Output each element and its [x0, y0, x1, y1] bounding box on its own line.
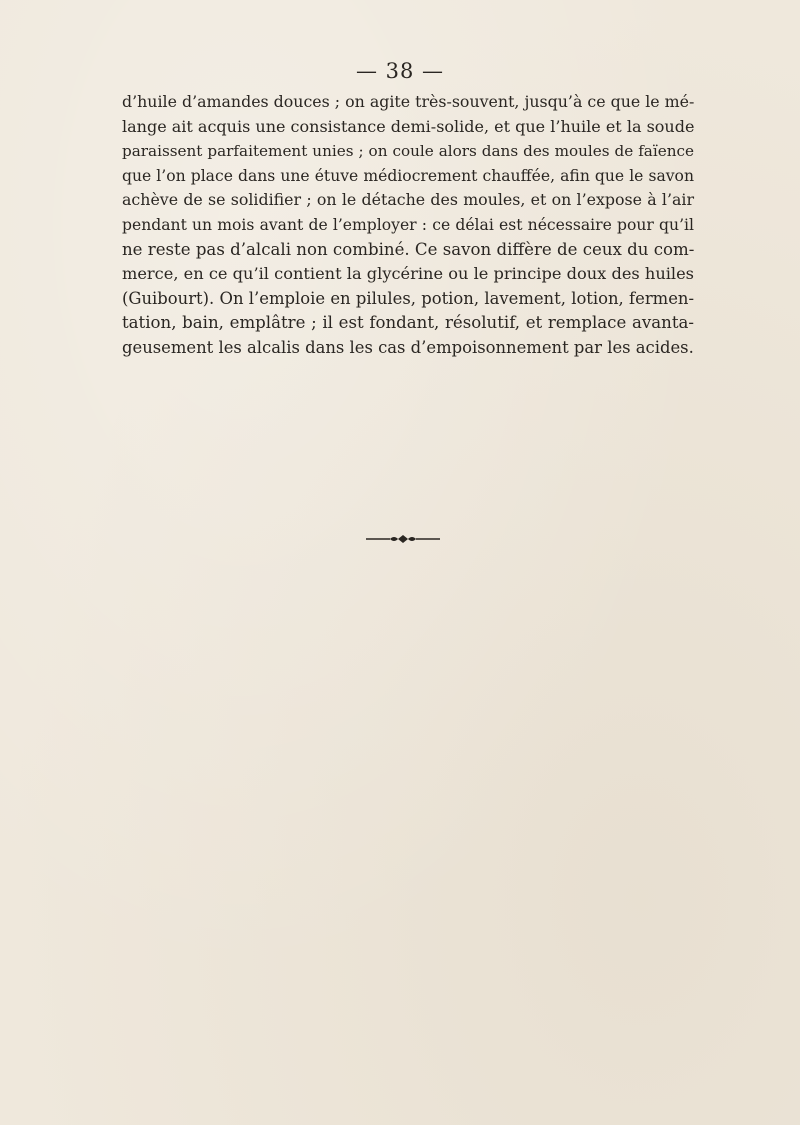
text-line: achève de se solidifier ; on le détache des moules, et on l’expose à l’air	[122, 190, 694, 210]
text-line: ne reste pas d’alcali non combiné. Ce savon diffère de ceux du com-	[122, 239, 695, 259]
text-line: lange ait acquis une consistance demi-solide, et que l’huile et la soude	[122, 116, 695, 136]
page-number: — 38 —	[355, 59, 445, 83]
text-line: geusement les alcalis dans les cas d’empoisonnement par les acides.	[122, 337, 694, 357]
text-line: d’huile d’amandes douces ; on agite très-souvent, jusqu’à ce que le mé-	[122, 92, 695, 111]
text-line: tation, bain, emplâtre ; il est fondant, résolutif, et remplace avanta-	[122, 313, 694, 333]
text-line: pendant un mois avant de l’employer : ce délai est nécessaire pour qu’il	[122, 215, 694, 234]
text-line: (Guibourt). On l’emploie en pilules, potion, lavement, lotion, fermen-	[122, 288, 694, 308]
text-line: merce, en ce qu’il contient la glycérine ou le principe doux des huiles	[122, 264, 694, 284]
body-paragraph	[122, 90, 694, 361]
text-line: que l’on place dans une étuve médiocrement chauffée, afin que le savon	[122, 166, 694, 185]
decorative-rule-ornament-icon	[366, 533, 440, 545]
text-line: paraissent parfaitement unies ; on coule alors dans des moules de faïence	[122, 142, 694, 161]
